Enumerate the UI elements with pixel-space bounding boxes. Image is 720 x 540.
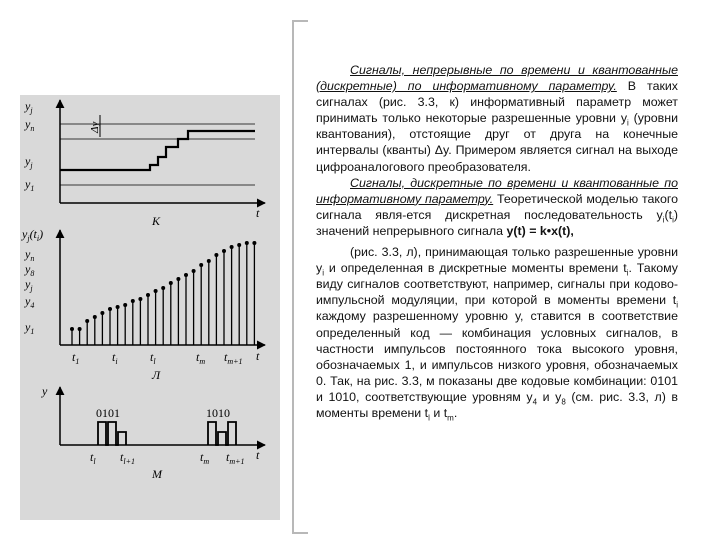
- plot-l-stem-dot: [207, 259, 211, 263]
- m-label-tm: $t_m$: [200, 450, 210, 466]
- k-label-yn: $y_n$: [25, 117, 35, 133]
- m-label-code-1010: 1010: [206, 406, 230, 420]
- l-label-y4: $y_4$: [25, 294, 35, 310]
- plot-l-stem-dot: [146, 293, 150, 297]
- l-label-tl: $t_l$: [150, 350, 156, 366]
- l-label-y1: $y_1$: [25, 320, 35, 336]
- l-label-t: t: [256, 349, 260, 363]
- plot-l-discrete-quantized: [21, 227, 265, 382]
- plot-l-sample-stems: [70, 241, 256, 345]
- plot-l-stem-dot: [222, 249, 226, 253]
- plot-l-stem-dot: [108, 307, 112, 311]
- plot-k-quantized-continuous: [24, 99, 265, 228]
- body-text: [316, 62, 678, 421]
- m-label-y: y: [42, 384, 48, 398]
- plot-l-stem-dot: [245, 241, 249, 245]
- paragraph-2-heading: Сигналы, дискретные по времени и квантованные по информативному параметру.: [316, 175, 678, 206]
- k-label-t: t: [256, 206, 260, 220]
- plot-k-staircase-signal: [60, 131, 255, 170]
- plot-l-stem-dot: [176, 277, 180, 281]
- l-label-tm1: $t_{m+1}$: [224, 350, 243, 366]
- l-label-t1: $t_1$: [72, 350, 80, 366]
- l-label-tm: $t_m$: [196, 350, 206, 366]
- paragraph-1: Сигналы, непрерывные по времени и квантованные (дискретные) по информативному параметру. В таких сигналах (рис. 3.3, к) информативный параметр может принимать только некоторые разрешенные уровни $y_i$ (уровни квантования), отстоящие друг от друга на конечные интервалы (кванты) Δy. Примером является сигнал на выходе цифроаналогового преобразователя.: [316, 63, 678, 174]
- l-label-y8: $y_8$: [25, 262, 35, 278]
- k-caption: К: [152, 214, 160, 228]
- m-caption: М: [152, 467, 162, 481]
- paragraph-1-heading: Сигналы, непрерывные по времени и квантованные (дискретные) по информативному параметру.: [316, 63, 678, 94]
- plot-l-stem-dot: [230, 245, 234, 249]
- plot-l-stem-dot: [154, 289, 158, 293]
- m-label-code-0101: 0101: [96, 406, 120, 420]
- plot-l-stem-dot: [85, 319, 89, 323]
- m-label-tl: $t_l$: [90, 450, 96, 466]
- m-label-t: t: [256, 448, 260, 462]
- l-label-ti: $t_i$: [112, 350, 118, 366]
- plot-l-stem-dot: [199, 263, 203, 267]
- plot-m-code-1010-pulses: [208, 422, 236, 445]
- figure-3-3-plots: [20, 95, 280, 520]
- l-caption: Л: [152, 368, 161, 382]
- plot-l-stem-dot: [161, 286, 165, 290]
- formula: y(t) = k•x(t),: [506, 223, 574, 238]
- plot-l-stem-dot: [252, 241, 256, 245]
- plot-l-stem-dot: [93, 315, 97, 319]
- k-label-y1: $y_1$: [25, 177, 35, 193]
- l-label-yn: $y_n$: [25, 247, 35, 263]
- plot-l-stem-dot: [78, 327, 82, 331]
- plot-l-stem-dot: [237, 243, 241, 247]
- plot-m-code-combinations: [41, 384, 265, 481]
- m-label-tm1: $t_{m+1}$: [226, 450, 245, 466]
- figure-3-3-panel: [20, 95, 280, 520]
- paragraph-2: Сигналы, дискретные по времени и квантованные по информативному параметру. Теоретической моделью такого сигнала явля-ется дискретная последовательность $y_i(t_i)$ значений непрерывного сигнала y(t) = k•x(t),: [316, 175, 678, 238]
- plot-l-stem-dot: [184, 273, 188, 277]
- k-label-yj: $y_j$: [25, 99, 33, 115]
- k-label-yj2: $y_j$: [25, 154, 33, 170]
- plot-l-stem-dot: [169, 281, 173, 285]
- plot-l-stem-dot: [100, 311, 104, 315]
- paragraph-3: (рис. 3.3, л), принимающая только разрешенные уровни $y_i$ и определенная в дискретные моменты времени $t_i$. Такому виду сигналов соответствуют, например, сигналы при кодово-импульсной модуляции, при которой в моменты времени $t_i$ каждому разрешенному уровню у, ставится в соответствие определенный код — комбинация условных сигналов, в частности импульсов постоянного тока высокого уровня, обозначаемых 1, и импульсов низкого уровня, обозначаемых 0. Так, на рис. 3.3, м показаны две кодовые комбинации: 0101 и 1010, соответствующие уровням $y_4$ и $y_8$ (см. рис. 3.3, л) в моменты времени $t_l$ и $t_m$.: [316, 245, 678, 423]
- plot-l-stem-dot: [116, 305, 120, 309]
- slide-bracket-decoration: [292, 20, 308, 534]
- l-label-yj2: $y_j$: [25, 277, 33, 293]
- plot-l-stem-dot: [131, 299, 135, 303]
- plot-l-stem-dot: [138, 297, 142, 301]
- m-label-tl1: $t_{l+1}$: [120, 450, 135, 466]
- plot-l-stem-dot: [192, 269, 196, 273]
- plot-l-stem-dot: [214, 253, 218, 257]
- plot-m-code-0101-pulses: [98, 422, 126, 445]
- k-label-delta-y: Δy: [89, 121, 101, 133]
- plot-l-stem-dot: [123, 303, 127, 307]
- plot-l-stem-dot: [70, 327, 74, 331]
- l-label-yj-ti: $y_j(t_i)$: [22, 227, 44, 243]
